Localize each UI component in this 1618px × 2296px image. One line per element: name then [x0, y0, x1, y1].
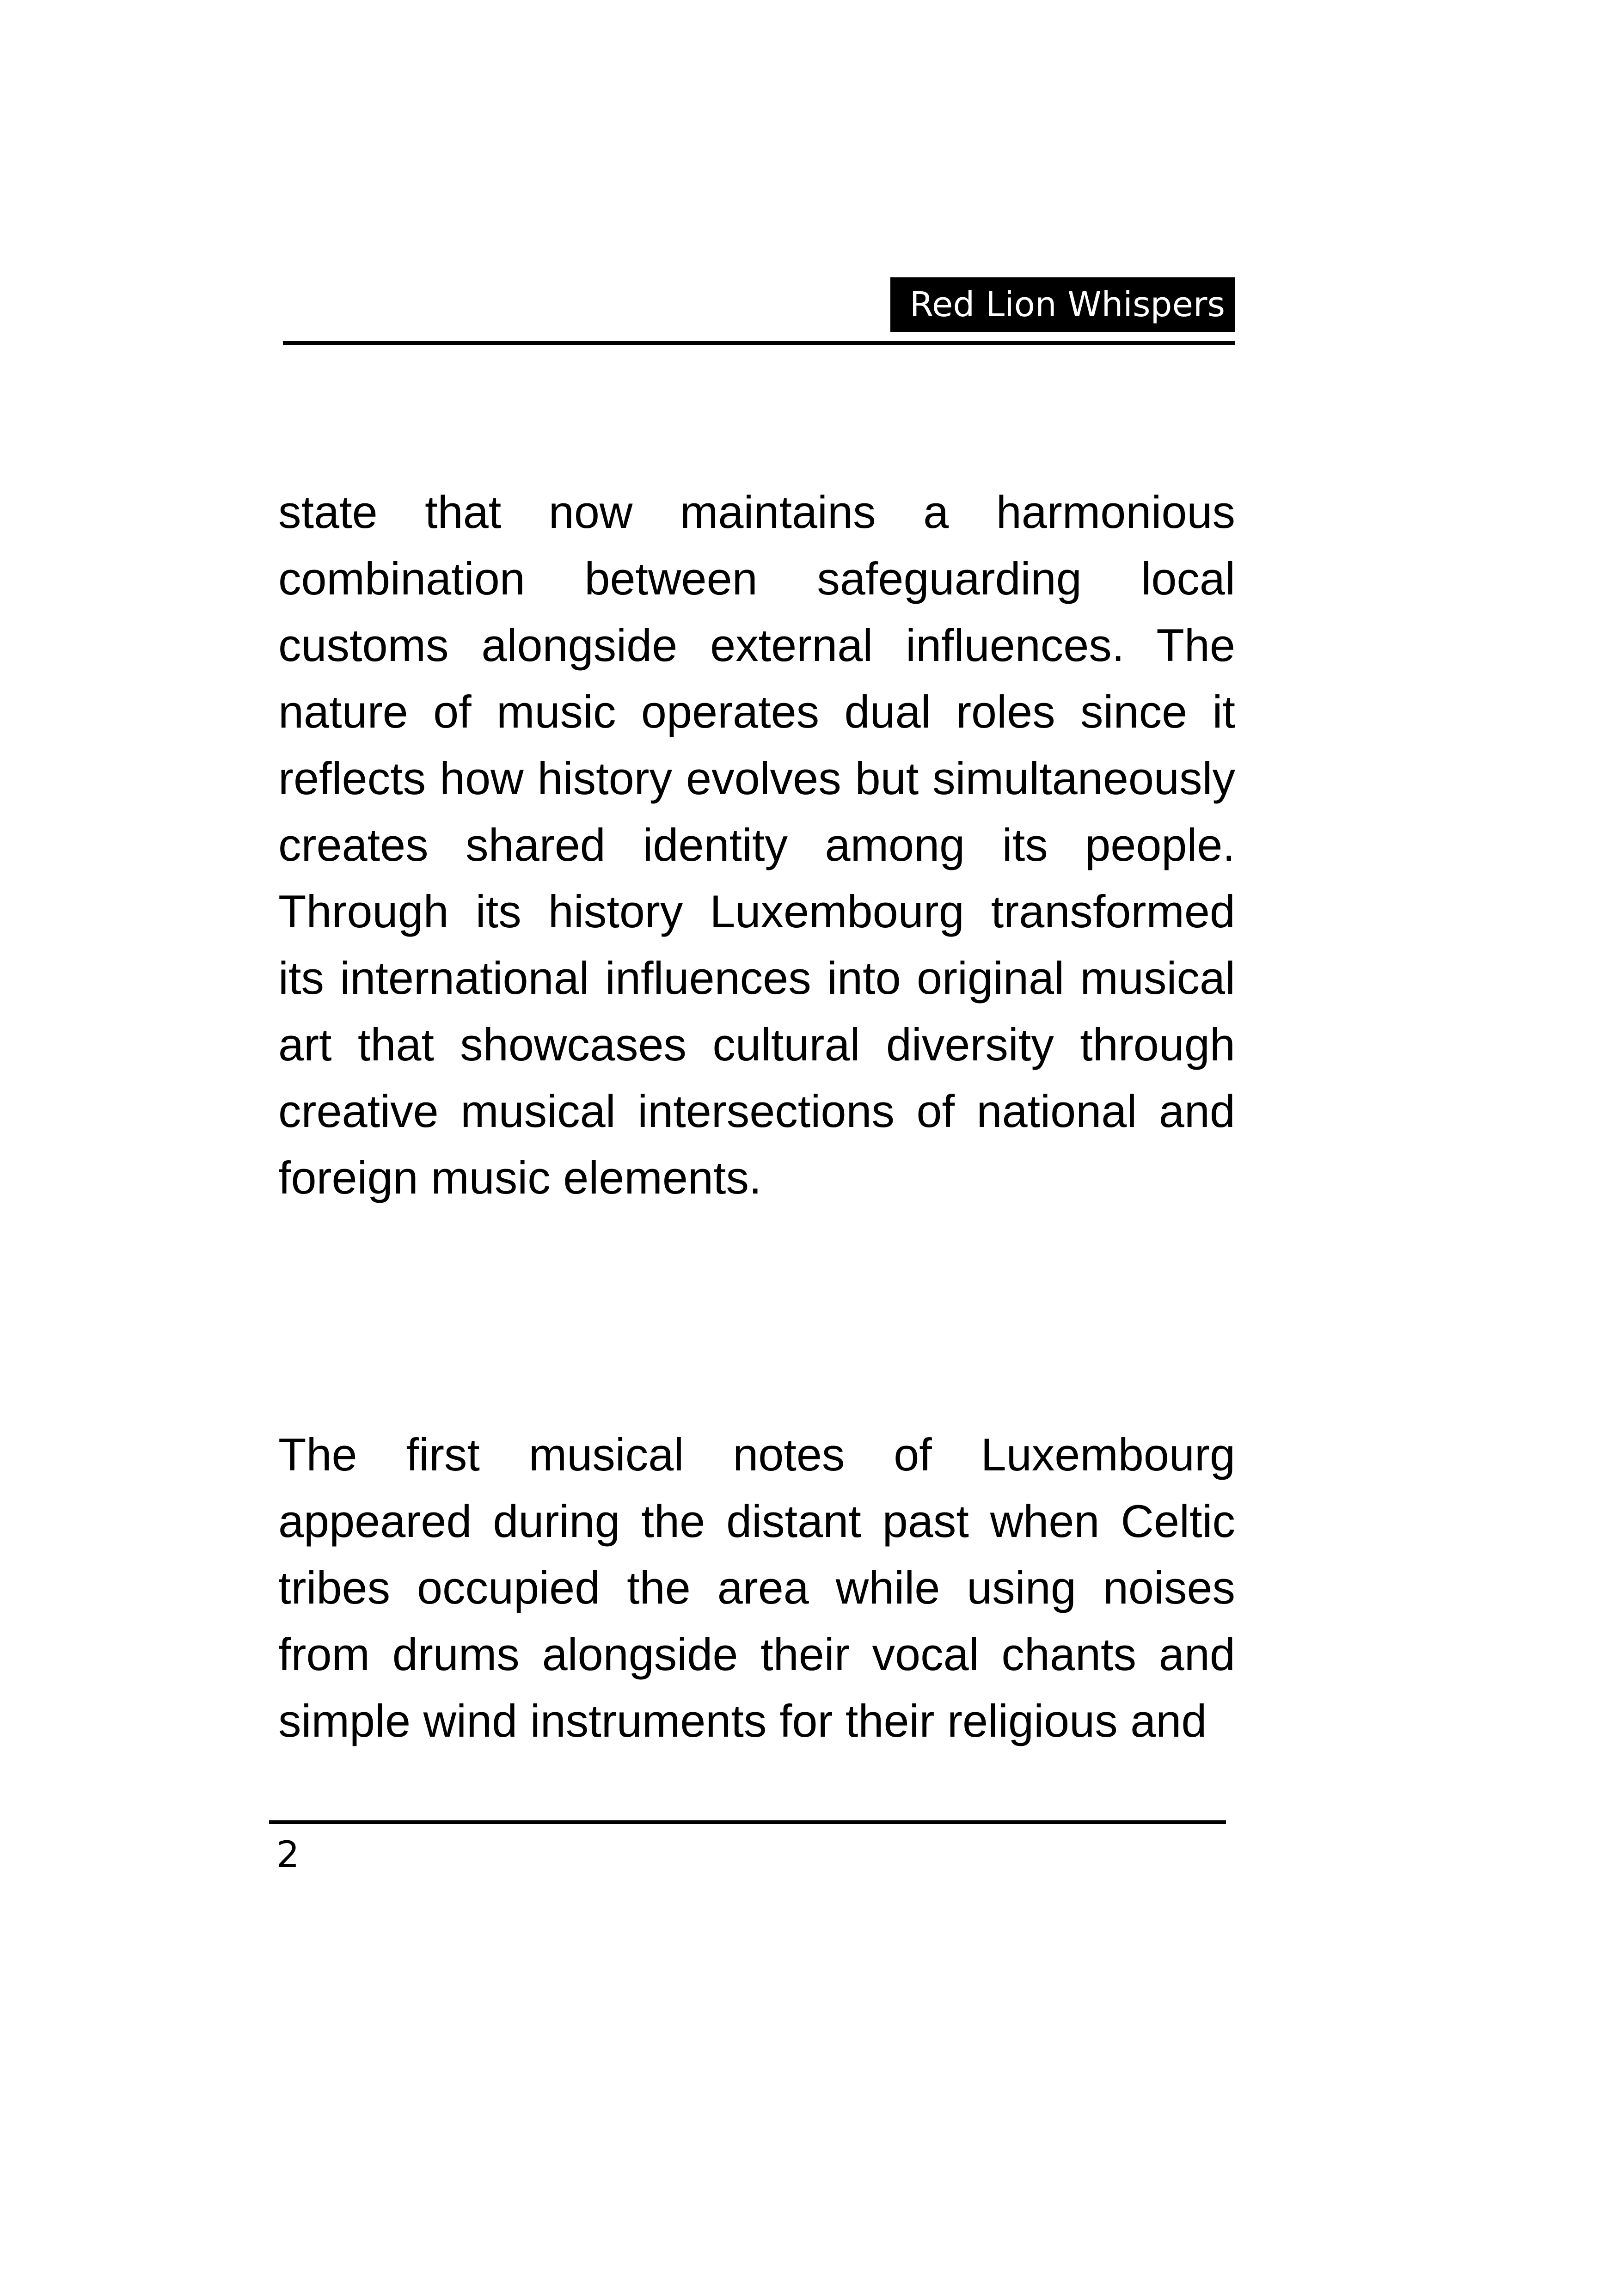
footer-rule: [269, 1820, 1226, 1824]
body-paragraph-1: state that now maintains a harmonious combination between safeguarding local customs alongside external influences. The nature of music operates dual roles since it reflects how history evolves but simultaneously creates shared identity among its people. Through its history Luxembourg transformed its international influences into original musical art that showcases cultural diversity through creative musical intersections of national and foreign music elements.: [278, 486, 1235, 1203]
header-rule: [283, 341, 1235, 345]
page-header: [283, 277, 1235, 347]
body-paragraph-2: The first musical notes of Luxembourg appeared during the distant past when Celtic tribes occupied the area while using noises from drums alongside their vocal chants and simple wind instruments for their religious and: [278, 1429, 1235, 1746]
running-title: Red Lion Whispers: [890, 277, 1235, 332]
page-number: 2: [276, 1834, 300, 1876]
